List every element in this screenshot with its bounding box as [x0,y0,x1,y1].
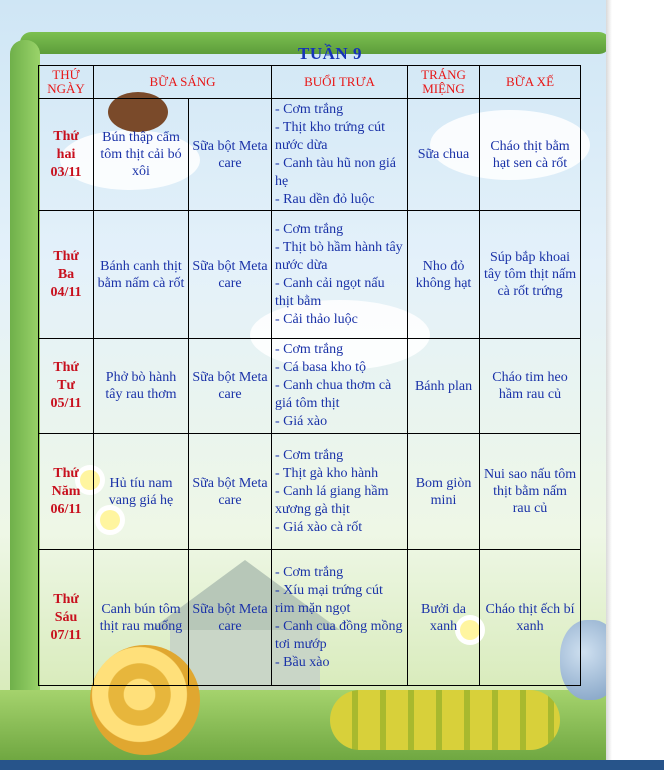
breakfast-cell: Bún thập cẩm tôm thịt cải bó xôi [94,99,189,211]
afternoon-cell: Cháo thịt bằm hạt sen cà rốt [480,99,581,211]
lunch-cell: - Cơm trắng - Thịt bò hầm hành tây nước dừa - Canh cải ngọt nấu thịt bằm - Cải thảo luộc [272,211,408,339]
milk-cell: Sữa bột Meta care [189,339,272,434]
lunch-cell: - Cơm trắng - Thịt gà kho hành - Canh lá giang hầm xương gà thịt - Giá xào cà rốt [272,434,408,550]
afternoon-cell: Súp bắp khoai tây tôm thịt nấm cà rốt trứng [480,211,581,339]
afternoon-cell: Cháo thịt ếch bí xanh [480,550,581,686]
page-title: TUẦN 9 [298,44,362,63]
bottom-bar [0,760,664,770]
milk-cell: Sữa bột Meta care [189,211,272,339]
milk-cell: Sữa bột Meta care [189,99,272,211]
breakfast-cell: Canh bún tôm thịt rau muống [94,550,189,686]
header-afternoon: BỮA XẾ [480,66,581,99]
table-row [39,211,581,339]
page-edge-shadow [606,0,612,762]
day-cell: Thứ hai 03/11 [39,99,94,211]
table-row [39,434,581,550]
dessert-cell: Sữa chua [408,99,480,211]
lunch-cell: - Cơm trắng - Xíu mại trứng cút rim mặn ngọt - Canh cua đồng mồng tơi mướp - Bầu xào [272,550,408,686]
day-cell: Thứ Năm 06/11 [39,434,94,550]
lunch-cell: - Cơm trắng - Cá basa kho tộ - Canh chua thơm cà giá tôm thịt - Giá xào [272,339,408,434]
breakfast-cell: Bánh canh thịt bằm nấm cà rốt [94,211,189,339]
milk-cell: Sữa bột Meta care [189,434,272,550]
vine-frame-left [10,40,40,760]
menu-table [38,65,581,686]
day-cell: Thứ Tư 05/11 [39,339,94,434]
header-dessert: TRÁNG MIỆNG [408,66,480,99]
afternoon-cell: Cháo tim heo hầm rau củ [480,339,581,434]
breakfast-cell: Phở bò hành tây rau thơm [94,339,189,434]
table-row [39,339,581,434]
day-cell: Thứ Sáu 07/11 [39,550,94,686]
afternoon-cell: Nui sao nấu tôm thịt bằm nấm rau củ [480,434,581,550]
dessert-cell: Bom giòn mini [408,434,480,550]
header-breakfast: BỮA SÁNG [94,66,272,99]
milk-cell: Sữa bột Meta care [189,550,272,686]
dessert-cell: Bánh plan [408,339,480,434]
lunch-cell: - Cơm trắng - Thịt kho trứng cút nước dừa - Canh tàu hũ non giá hẹ - Rau dền đỏ luộc [272,99,408,211]
header-day: THỨ NGÀY [39,66,94,99]
table-row [39,99,581,211]
dessert-cell: Nho đỏ không hạt [408,211,480,339]
breakfast-cell: Hủ tíu nam vang giá hẹ [94,434,189,550]
table-row [39,550,581,686]
header-row [39,66,581,99]
header-lunch: BUỔI TRƯA [272,66,408,99]
day-cell: Thứ Ba 04/11 [39,211,94,339]
dessert-cell: Bưởi da xanh [408,550,480,686]
caterpillar-icon [330,690,560,750]
